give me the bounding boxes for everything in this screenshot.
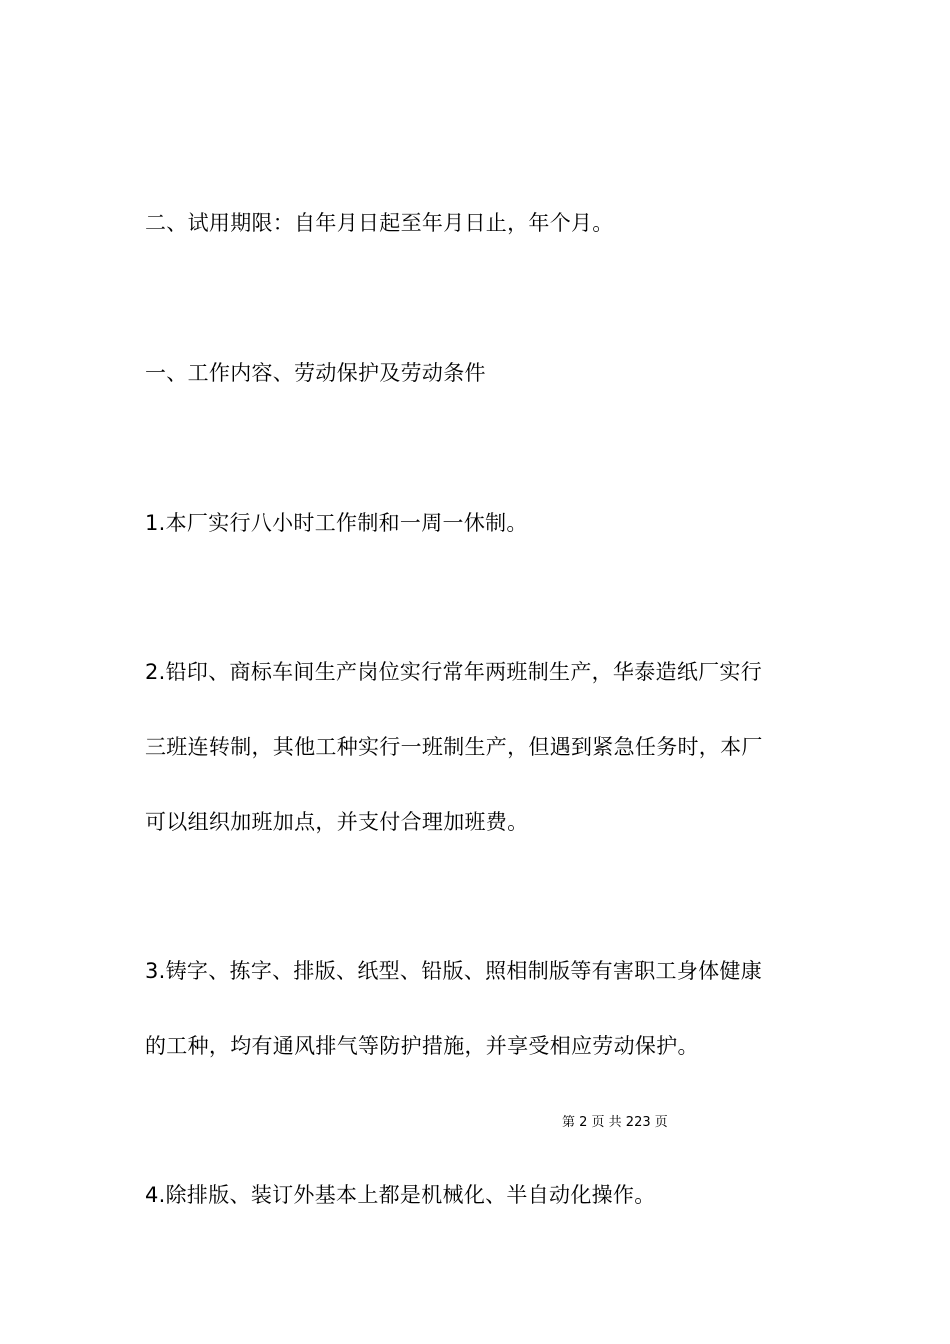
clause-2-text-line-2: 三班连转制，其他工种实行一班制生产，但遇到紧急任务时，本厂 — [145, 735, 763, 759]
page-footer-number: 第 2 页 共 223 页 — [562, 1115, 668, 1130]
clause-1-text: 1.本厂实行八小时工作制和一周一休制。 — [145, 511, 528, 535]
clause-3-text-line-1: 3.铸字、拣字、排版、纸型、铅版、照相制版等有害职工身体健康 — [145, 959, 763, 983]
clause-3-text-line-2: 的工种，均有通风排气等防护措施，并享受相应劳动保护。 — [145, 1034, 699, 1058]
section-heading-work-content: 一、工作内容、劳动保护及劳动条件 — [145, 361, 486, 385]
clause-2-text-line-1: 2.铅印、商标车间生产岗位实行常年两班制生产，华泰造纸厂实行 — [145, 660, 763, 684]
section-probation-period: 二、试用期限：自年月日起至年月日止，年个月。 — [145, 211, 614, 235]
clause-4-text: 4.除排版、装订外基本上都是机械化、半自动化操作。 — [145, 1183, 656, 1207]
clause-2-text-line-3: 可以组织加班加点，并支付合理加班费。 — [145, 810, 529, 834]
